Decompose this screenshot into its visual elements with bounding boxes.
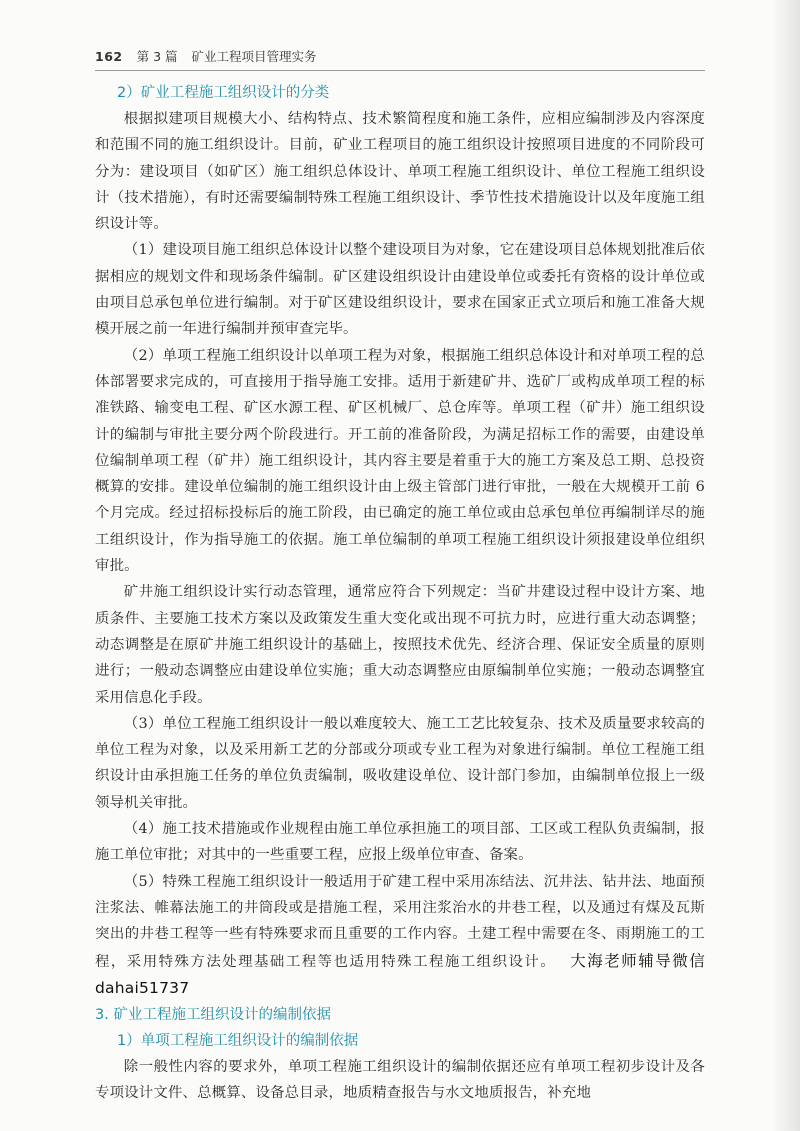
heading-basis: 3. 矿业工程施工组织设计的编制依据	[95, 1007, 331, 1024]
paragraph: （2）单项工程施工组织设计以单项工程为对象，根据施工组织总体设计和对单项工程的总体部署要求完成的，可直接用于指导施工安排。适用于新建矿井、选矿厂或构成单项工程的标准铁路、输变电工程、矿区水源工程、矿区机械厂、总仓库等。单项工程（矿井）施工组织设计的编制与审批主要分两个阶段进行。开工前的准备阶段，为满足招标工作的需要，由建设单位编制单项工程（矿井）施工组织设计，其内容主要是着重于大的施工方案及总工期、总投资概算的安排。建设单位编制的施工组织设计由上级主管部门进行审批，一般在大规模开工前 6 个月完成。经过招标投标后的施工阶段，由已确定的施工单位或由总承包单位再编制详尽的施工组织设计，作为指导施工的依据。施工单位编制的单项工程施工组织设计须报建设单位组织审批。	[95, 347, 705, 575]
paragraph-text: （5）特殊工程施工组织设计一般适用于矿建工程中采用冻结法、沉井法、钻井法、地面预注浆法、帷幕法施工的井筒段或是措施工程，采用注浆治水的井巷工程，以及通过有煤及瓦斯突出的井巷工程等一些有特殊要求而且重要的工作内容。土建工程中需要在冬、雨期施工的工程，采用特殊方法处理基础工程等也适用特殊工程施工组织设计。	[95, 873, 705, 970]
paragraph: 根据拟建项目规模大小、结构特点、技术繁简程度和施工条件，应相应编制涉及内容深度和范围不同的施工组织设计。目前，矿业工程项目的施工组织设计按照项目进度的不同阶段可分为：建设项目（如矿区）施工组织总体设计、单项工程施工组织设计、单位工程施工组织设计（技术措施），有时还需要编制特殊工程施工组织设计、季节性技术措施设计以及年度施工组织设计等。	[95, 111, 705, 233]
paragraph-with-watermark	[95, 869, 705, 1002]
watermark-text: 大海老师辅导微信dahai51737	[95, 951, 705, 997]
part-label: 第 3 篇	[136, 49, 178, 64]
paragraph: （1）建设项目施工组织总体设计以整个建设项目为对象，它在建设项目总体规划批准后依据相应的规划文件和现场条件编制。矿区建设组织设计由建设单位或委托有资格的设计单位或由项目总承包单位进行编制。对于矿区建设组织设计，要求在国家正式立项后和施工准备大规模开展之前一年进行编制并预审查完毕。	[95, 242, 705, 338]
running-header	[95, 44, 695, 68]
section-title: 矿业工程项目管理实务	[191, 49, 317, 64]
page-number: 162	[95, 48, 123, 64]
scan-edge-shadow	[772, 0, 800, 1131]
paragraph: 矿井施工组织设计实行动态管理，通常应符合下列规定：当矿井建设过程中设计方案、地质条件、主要施工技术方案以及政策发生重大变化或出现不可抗力时，应进行重大动态调整；动态调整是在原矿井施工组织设计的基础上，按照技术优先、经济合理、保证安全质量的原则进行；一般动态调整应由建设单位实施；重大动态调整应由原编制单位实施；一般动态调整宜采用信息化手段。	[95, 584, 705, 706]
header-rule	[95, 70, 705, 71]
body-text	[95, 80, 705, 1107]
heading-unit-basis: 1）单项工程施工组织设计的编制依据	[117, 1033, 359, 1050]
paragraph: （3）单位工程施工组织设计一般以难度较大、施工工艺比较复杂、技术及质量要求较高的单位工程为对象，以及采用新工艺的分部或分项或专业工程为对象进行编制。单位工程施工组织设计由承担施工任务的单位负责编制，吸收建设单位、设计部门参加，由编制单位报上一级领导机关审批。	[95, 715, 705, 811]
paragraph: 除一般性内容的要求外，单项工程施工组织设计的编制依据还应有单项工程初步设计及各专项设计文件、总概算、设备总目录，地质精查报告与水文地质报告，补充地	[95, 1059, 705, 1102]
paragraph: （4）施工技术措施或作业规程由施工单位承担施工的项目部、工区或工程队负责编制，报施工单位审批；对其中的一些重要工程，应报上级单位审查、备案。	[95, 821, 705, 864]
heading-classification: 2）矿业工程施工组织设计的分类	[117, 85, 330, 101]
